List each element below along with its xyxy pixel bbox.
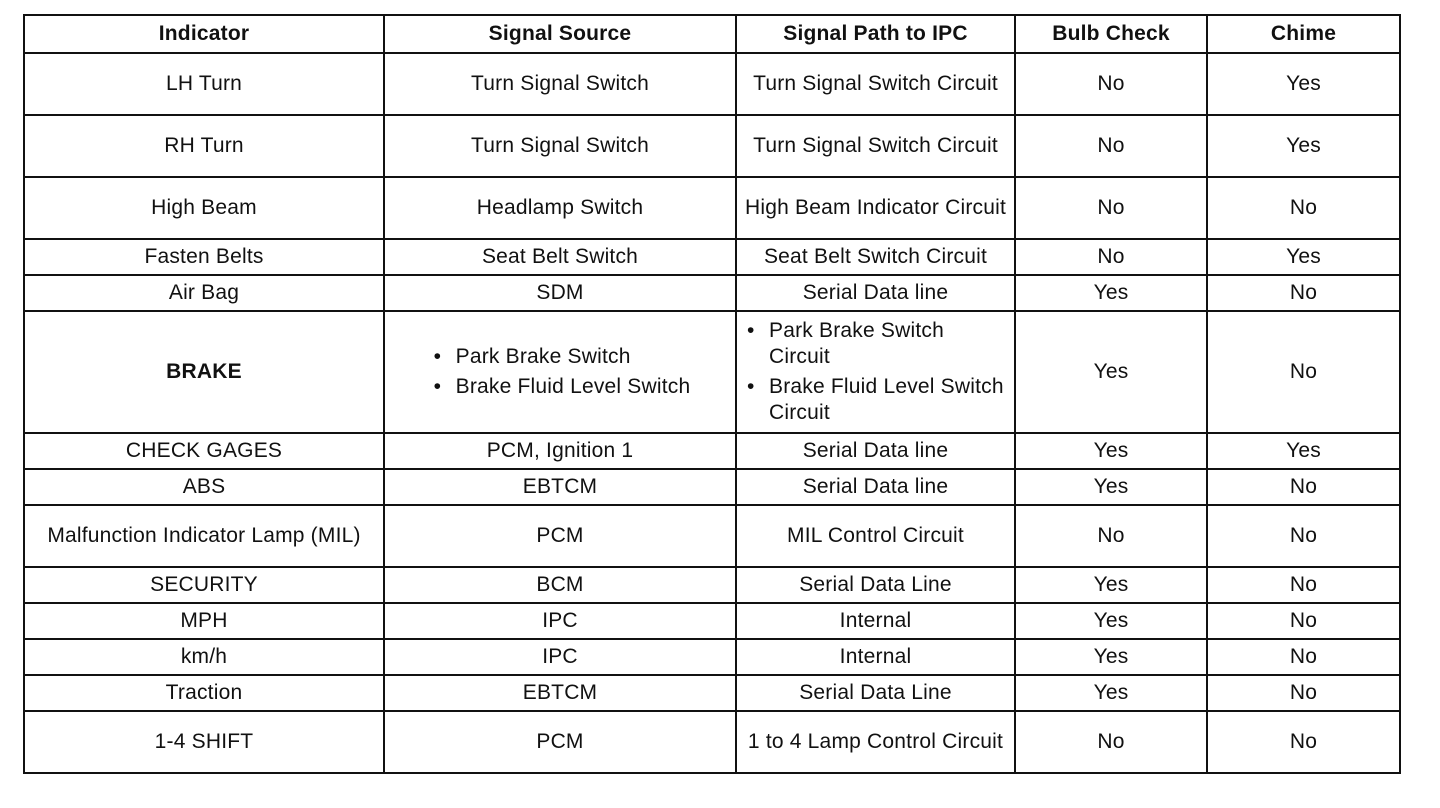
bulb-check-cell: Yes bbox=[1015, 603, 1207, 639]
bulb-check-cell: Yes bbox=[1015, 275, 1207, 311]
bulb-check-cell: No bbox=[1015, 177, 1207, 239]
signal-source-cell: BCM bbox=[384, 567, 736, 603]
table-row bbox=[24, 469, 1400, 505]
bulb-check-cell: Yes bbox=[1015, 567, 1207, 603]
chime-cell: No bbox=[1207, 275, 1400, 311]
indicator-cell: Fasten Belts bbox=[24, 239, 384, 275]
signal-path-cell: MIL Control Circuit bbox=[736, 505, 1015, 567]
signal-path-cell: Serial Data line bbox=[736, 469, 1015, 505]
bulb-check-cell: No bbox=[1015, 505, 1207, 567]
indicator-cell: Air Bag bbox=[24, 275, 384, 311]
signal-source-cell: IPC bbox=[384, 603, 736, 639]
signal-source-cell: PCM bbox=[384, 711, 736, 773]
bulb-check-cell: No bbox=[1015, 115, 1207, 177]
signal-source-cell: EBTCM bbox=[384, 675, 736, 711]
bulb-check-cell: Yes bbox=[1015, 639, 1207, 675]
indicator-cell: RH Turn bbox=[24, 115, 384, 177]
table-row bbox=[24, 675, 1400, 711]
chime-cell: No bbox=[1207, 675, 1400, 711]
header-chime: Chime bbox=[1207, 15, 1400, 53]
table-row bbox=[24, 711, 1400, 773]
indicator-cell: High Beam bbox=[24, 177, 384, 239]
signal-path-cell: High Beam Indicator Circuit bbox=[736, 177, 1015, 239]
indicator-cell: CHECK GAGES bbox=[24, 433, 384, 469]
chime-cell: No bbox=[1207, 639, 1400, 675]
signal-path-cell: Internal bbox=[736, 603, 1015, 639]
signal-source-cell bbox=[384, 311, 736, 433]
table-row bbox=[24, 603, 1400, 639]
indicator-cell: LH Turn bbox=[24, 53, 384, 115]
indicator-table bbox=[23, 14, 1401, 774]
signal-source-cell: Turn Signal Switch bbox=[384, 115, 736, 177]
indicator-cell: km/h bbox=[24, 639, 384, 675]
table-row bbox=[24, 567, 1400, 603]
signal-source-list bbox=[430, 340, 691, 404]
signal-path-cell: Serial Data line bbox=[736, 275, 1015, 311]
table-row bbox=[24, 311, 1400, 433]
signal-source-cell: EBTCM bbox=[384, 469, 736, 505]
signal-path-cell: Seat Belt Switch Circuit bbox=[736, 239, 1015, 275]
chime-cell: Yes bbox=[1207, 115, 1400, 177]
table-row bbox=[24, 505, 1400, 567]
list-item: • Park Brake Switch bbox=[430, 344, 691, 370]
table-row bbox=[24, 239, 1400, 275]
signal-source-cell: Headlamp Switch bbox=[384, 177, 736, 239]
indicator-cell: Malfunction Indicator Lamp (MIL) bbox=[24, 505, 384, 567]
signal-source-cell: PCM, Ignition 1 bbox=[384, 433, 736, 469]
header-bulb-check: Bulb Check bbox=[1015, 15, 1207, 53]
indicator-cell: Traction bbox=[24, 675, 384, 711]
header-indicator: Indicator bbox=[24, 15, 384, 53]
chime-cell: Yes bbox=[1207, 239, 1400, 275]
chime-cell: No bbox=[1207, 311, 1400, 433]
chime-cell: No bbox=[1207, 567, 1400, 603]
bulb-check-cell: No bbox=[1015, 53, 1207, 115]
signal-path-cell: Turn Signal Switch Circuit bbox=[736, 53, 1015, 115]
bulb-check-cell: No bbox=[1015, 711, 1207, 773]
bulb-check-cell: No bbox=[1015, 239, 1207, 275]
indicator-cell: ABS bbox=[24, 469, 384, 505]
table-header-row bbox=[24, 15, 1400, 53]
signal-source-cell: Turn Signal Switch bbox=[384, 53, 736, 115]
bulb-check-cell: Yes bbox=[1015, 469, 1207, 505]
signal-source-cell: PCM bbox=[384, 505, 736, 567]
header-signal-path: Signal Path to IPC bbox=[736, 15, 1015, 53]
chime-cell: No bbox=[1207, 505, 1400, 567]
chime-cell: Yes bbox=[1207, 53, 1400, 115]
table-row bbox=[24, 177, 1400, 239]
list-item: • Park Brake Switch Circuit bbox=[743, 318, 1008, 370]
signal-source-cell: IPC bbox=[384, 639, 736, 675]
table-row bbox=[24, 115, 1400, 177]
signal-source-cell: Seat Belt Switch bbox=[384, 239, 736, 275]
signal-source-cell: SDM bbox=[384, 275, 736, 311]
indicator-cell: MPH bbox=[24, 603, 384, 639]
list-item: • Brake Fluid Level Switch bbox=[430, 374, 691, 400]
signal-path-cell: 1 to 4 Lamp Control Circuit bbox=[736, 711, 1015, 773]
bulb-check-cell: Yes bbox=[1015, 675, 1207, 711]
chime-cell: Yes bbox=[1207, 433, 1400, 469]
indicator-cell: BRAKE bbox=[24, 311, 384, 433]
table-row bbox=[24, 53, 1400, 115]
bulb-check-cell: Yes bbox=[1015, 433, 1207, 469]
bulb-check-cell: Yes bbox=[1015, 311, 1207, 433]
chime-cell: No bbox=[1207, 711, 1400, 773]
table-row bbox=[24, 275, 1400, 311]
signal-path-cell: Serial Data Line bbox=[736, 675, 1015, 711]
signal-path-list bbox=[743, 314, 1008, 430]
signal-path-cell: Turn Signal Switch Circuit bbox=[736, 115, 1015, 177]
header-signal-source: Signal Source bbox=[384, 15, 736, 53]
signal-path-cell bbox=[736, 311, 1015, 433]
list-item: • Brake Fluid Level Switch Circuit bbox=[743, 374, 1008, 426]
signal-path-cell: Serial Data Line bbox=[736, 567, 1015, 603]
chime-cell: No bbox=[1207, 177, 1400, 239]
indicator-table-container bbox=[23, 14, 1399, 774]
indicator-cell: SECURITY bbox=[24, 567, 384, 603]
indicator-cell: 1-4 SHIFT bbox=[24, 711, 384, 773]
signal-path-cell: Internal bbox=[736, 639, 1015, 675]
chime-cell: No bbox=[1207, 469, 1400, 505]
chime-cell: No bbox=[1207, 603, 1400, 639]
table-row bbox=[24, 433, 1400, 469]
signal-path-cell: Serial Data line bbox=[736, 433, 1015, 469]
table-row bbox=[24, 639, 1400, 675]
